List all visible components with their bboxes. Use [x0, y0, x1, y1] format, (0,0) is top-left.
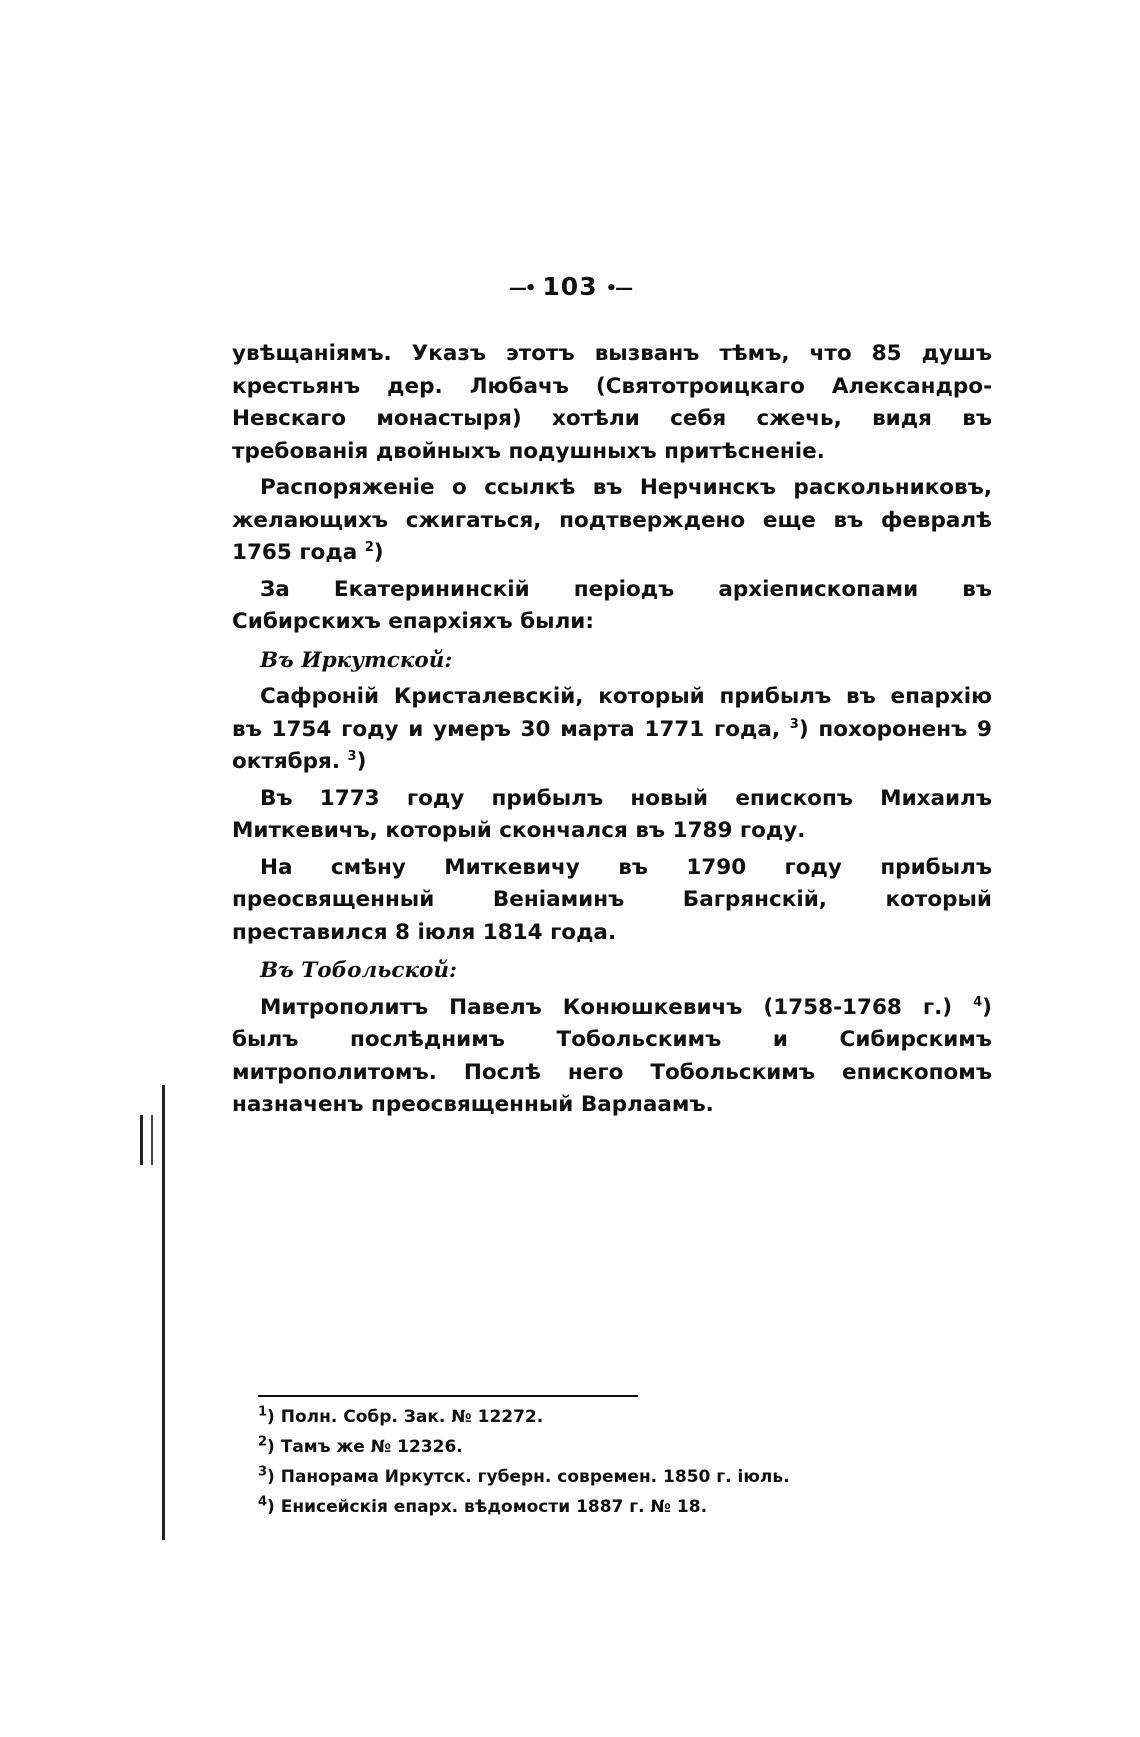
page-number-header	[0, 272, 1140, 301]
footnote-ref-2: 2	[364, 539, 374, 555]
footnote-4	[258, 1492, 878, 1522]
heading-tobolsk: Въ Тобольской:	[260, 958, 457, 983]
paragraph-pavel-text-2: ) былъ послѣднимъ Тобольскимъ и Сибирскимъ митрополитомъ. Послѣ него Тобольскимъ епископомъ назначенъ преосвященный Варлаамъ.	[232, 994, 992, 1117]
heading-irkutsk: Въ Иркутской:	[260, 647, 453, 673]
footnote-3-num: 3	[258, 1464, 268, 1480]
paragraph-safroniy-text: Сафроній Кристалевскій, который прибылъ въ епархію въ 1754 году и умеръ 30 марта 1771 года,	[232, 684, 992, 742]
paragraph-safroniy	[232, 681, 992, 779]
paragraph-pavel	[232, 992, 992, 1122]
paragraph-exile-order	[232, 472, 992, 570]
footnote-ref-4: 4	[973, 994, 983, 1010]
footnote-ref-2-paren: )	[373, 540, 384, 565]
footnote-4-num: 4	[258, 1494, 268, 1510]
margin-bar	[162, 1085, 165, 1540]
footnote-ref-3a: 3	[789, 716, 799, 732]
paragraph-exile-order-text: Распоряженіе о ссылкѣ въ Нерчинскъ раскольниковъ, желающихъ сжигаться, подтверждено еще въ февралѣ 1765 года	[232, 475, 992, 565]
footnote-1	[258, 1402, 878, 1432]
footnote-2-text: ) Тамъ же № 12326.	[267, 1437, 463, 1457]
footnote-ref-3b: 3	[347, 748, 357, 764]
ornament-left: —•	[508, 277, 535, 299]
paragraph-decree-continued: увѣщаніямъ. Указъ этотъ вызванъ тѣмъ, что 85 душъ крестьянъ дер. Любачъ (Святотроицкаго Александро-Невскаго монастыря) хотѣли себя сжечь, видя въ требованія двойныхъ подушныхъ притѣсненіе.	[232, 341, 992, 464]
ornament-right: •—	[605, 277, 632, 299]
footnote-2-num: 2	[258, 1434, 268, 1450]
page-number: 103	[542, 272, 598, 301]
margin-mark	[140, 1115, 153, 1165]
footnote-ref-3b-paren: )	[356, 749, 367, 774]
footnote-2	[258, 1432, 878, 1462]
paragraph-safroniy-text-2: ) похороненъ 9 октября.	[232, 716, 992, 774]
main-text	[232, 338, 992, 1126]
paragraph-pavel-text: Митрополитъ Павелъ Конюшкевичъ (1758-1768 г.)	[260, 994, 953, 1020]
footnote-4-text: ) Енисейскія епарх. вѣдомости 1887 г. № 18.	[267, 1497, 708, 1517]
footnote-3	[258, 1462, 878, 1492]
footnote-1-text: ) Полн. Собр. Зак. № 12272.	[267, 1407, 544, 1427]
footnotes	[258, 1402, 878, 1522]
footnote-1-num: 1	[258, 1404, 268, 1420]
paragraph-catherine-period: За Екатерининскій періодъ архіепископами въ Сибирскихъ епархіяхъ были:	[232, 576, 992, 634]
footnote-divider	[258, 1395, 638, 1397]
paragraph-mikhail: Въ 1773 году прибылъ новый епископъ Михаилъ Миткевичъ, который скончался въ 1789 году.	[232, 785, 992, 843]
footnote-3-text: ) Панорама Иркутск. губерн. современ. 1850 г. іюль.	[267, 1467, 790, 1487]
paragraph-veniamin: На смѣну Миткевичу въ 1790 году прибылъ преосвященный Веніаминъ Багрянскій, который преставился 8 іюля 1814 года.	[232, 854, 992, 945]
